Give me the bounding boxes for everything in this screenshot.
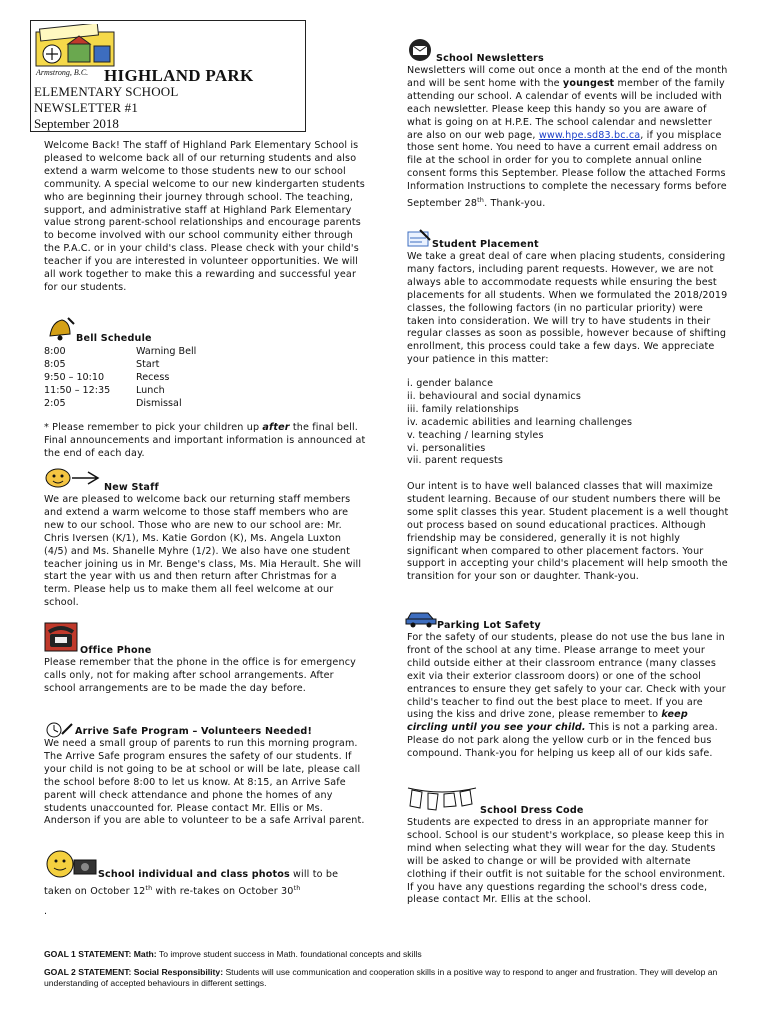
schedule-row: 2:05 Dismissal (44, 398, 182, 409)
schedule-row: 8:05 Start (44, 359, 160, 370)
welcome-text: Welcome Back! The staff of Highland Park Elementary School is pleased to welcome back all of our returning students and also extend a warm welcome to those students new to our school community. A special welcome to our new kindergarten students who are beginning their journey through school. The teaching, support, and administrative staff at Highland Park Elementary value strong parent-school relationships and encourage parents to become involved with our school community either through the P.A.C. or in your child's class. Please check with your child's teacher if you are interested in volunteer opportunities. We will all work together to make this a rewarding and successful year for our students. (44, 140, 365, 293)
newsletters-heading: School Newsletters (436, 53, 544, 64)
schedule-row: 8:00 Warning Bell (44, 346, 197, 357)
list-item: vi. personalities (407, 442, 486, 454)
school-website-link[interactable]: www.hpe.sd83.bc.ca (538, 129, 641, 141)
list-item: vii. parent requests (407, 455, 504, 467)
arrive-safe-heading: Arrive Safe Program – Volunteers Needed! (75, 726, 313, 737)
newsletter-number: NEWSLETTER #1 (34, 100, 139, 115)
photos-trailing: . (44, 906, 48, 917)
clothesline-icon (406, 782, 478, 812)
arrive-safe-icon (44, 720, 74, 740)
dress-code-text: Students are expected to dress in an appropriate manner for school. School is our student's workplace, so please keep this in mind when selecting what they will wear for the day. Students will be asked to change or will be provided with alternate clothing if their outfit is not suitable for the school environment. If you have any questions regarding the school's dress code, please contact Mr. Ellis at the school. (407, 817, 726, 906)
phone-icon (44, 622, 78, 652)
new-staff-icon (44, 466, 102, 490)
placement-heading: Student Placement (432, 239, 539, 250)
photos-text: School individual and class photos will to be taken on October 12th with re-takes on October 30th (44, 869, 339, 898)
photos-heading: School individual and class photos (98, 869, 290, 880)
placement-icon (406, 228, 432, 250)
new-staff-text: We are pleased to welcome back our returning staff members and extend a warm welcome to those staff members who are new to our school. Those who are new to our school are: Mr. Chris Iversen (K/1), Ms. Katie Gordon (K), Ms. Angela Luxton (4/5) and Ms. Shanelle Myhre (1/2). We also have one student teacher joining us in Mr. Benge's class, Ms. Mia Herault. She will start the year with us and then return after Christmas for a term. Please help us to make them all feel welcome at our school. (44, 494, 362, 609)
header-box (30, 20, 306, 132)
dress-code-heading: School Dress Code (480, 805, 584, 816)
newsletter-date: September 2018 (34, 116, 119, 131)
bell-schedule-table (44, 345, 244, 410)
car-icon (404, 606, 438, 628)
goal-1-statement: GOAL 1 STATEMENT: Math: To improve student success in Math. foundational concepts and skills (44, 949, 422, 959)
office-phone-text: Please remember that the phone in the office is for emergency calls only, not for making after school arrangements. After school arrangements are to be made the day before. (44, 657, 356, 694)
placement-factors (407, 378, 729, 468)
schedule-row: 9:50 – 10:10 Recess (44, 372, 170, 383)
new-staff-heading: New Staff (104, 482, 159, 493)
list-item: i. gender balance (407, 378, 494, 389)
parking-text: For the safety of our students, please do not use the bus lane in front of the school at any time. Please arrange to meet your child outside either at their classroom entrance (many classes exit via their exterior classroom doors) or one of the school entrances to ensure they get safely to your car. Check with your child's teacher to find out the best place to meet. If you are using the kiss and drive zone, please remember to keep circling until you see your child. This is not a parking area. Please do not park along the yellow curb or in the fenced bus compound. Thank-you for helping us keep all of our kids safe. (407, 632, 726, 760)
list-item: iii. family relationships (407, 403, 519, 415)
arrive-safe-text: We need a small group of parents to run this morning program. The Arrive Safe program ensures the safety of our students. If your child is not going to be at school or will be late, please call the school before 8:00 to let us know. At 8:15, an Arrive Safe parent will check attendance and phone the homes of any students unaccounted for. Please contact Mr. Ellis or Ms. Anderson if you are able to volunteer to be a safe Arrival parent. (44, 738, 365, 827)
placement-text: We take a great deal of care when placing students, considering many factors, including parent requests. However, we are not always able to accommodate requests while ensuring the best placements for all students. When we formulated the 2018/2019 classes, the following factors (in no particular priority) were taken into consideration. We will try to have students in their regular classes as soon as possible, however because of shifting enrollment, this process could take a few days. We appreciate your patience in this matter: (407, 251, 728, 366)
newsletters-text: Newsletters will come out once a month at the end of the month and will be sent home with the youngest member of the family attending our school. A calendar of events will be included with each newsletter. Please keep this handy so you are aware of what is going on at H.P.E. The school calendar and newsletter are also on our web page, www.hpe.sd83.bc.ca, if you misplace those sent home. You need to have a current email address on file at the school in order for you to complete annual online consent forms this September. Please follow the attached Forms Information Instructions to complete the necessary forms before September 28th. Thank-you. (407, 65, 728, 210)
logo-caption: Armstrong, B.C. (36, 68, 89, 77)
list-item: iv. academic abilities and learning challenges (407, 416, 633, 428)
envelope-icon (406, 38, 434, 62)
list-item: v. teaching / learning styles (407, 429, 544, 441)
pickup-note: * Please remember to pick your children up after the final bell. Final announcements and important information is announced at the end of each day. (44, 422, 366, 459)
placement-text-2: Our intent is to have well balanced classes that will maximize student learning. Because of our student numbers there will be some split classes this year. Student placement is a well thought out process based on sound educational practices. Although friendship may be considered, generally it is not highly significant when compared to other placement factors. Your support in accepting your child's placement will help smooth the transition for your son or daughter. Thank-you. (407, 481, 729, 583)
bell-schedule-heading: Bell Schedule (76, 333, 152, 344)
school-title: HIGHLAND PARK (104, 66, 254, 85)
goal-2-statement: GOAL 2 STATEMENT: Social Responsibility: Students will use communication and cooperation skills in a positive way to respond to anger and frustration. They will develop an understanding of accepted behaviours in different settings. (44, 967, 718, 988)
bell-icon (44, 316, 76, 342)
schedule-row: 11:50 – 12:35 Lunch (44, 385, 165, 396)
office-phone-heading: Office Phone (80, 645, 152, 656)
school-subtitle: ELEMENTARY SCHOOL (34, 84, 179, 99)
parking-heading: Parking Lot Safety (437, 620, 541, 631)
list-item: ii. behavioural and social dynamics (407, 390, 581, 402)
